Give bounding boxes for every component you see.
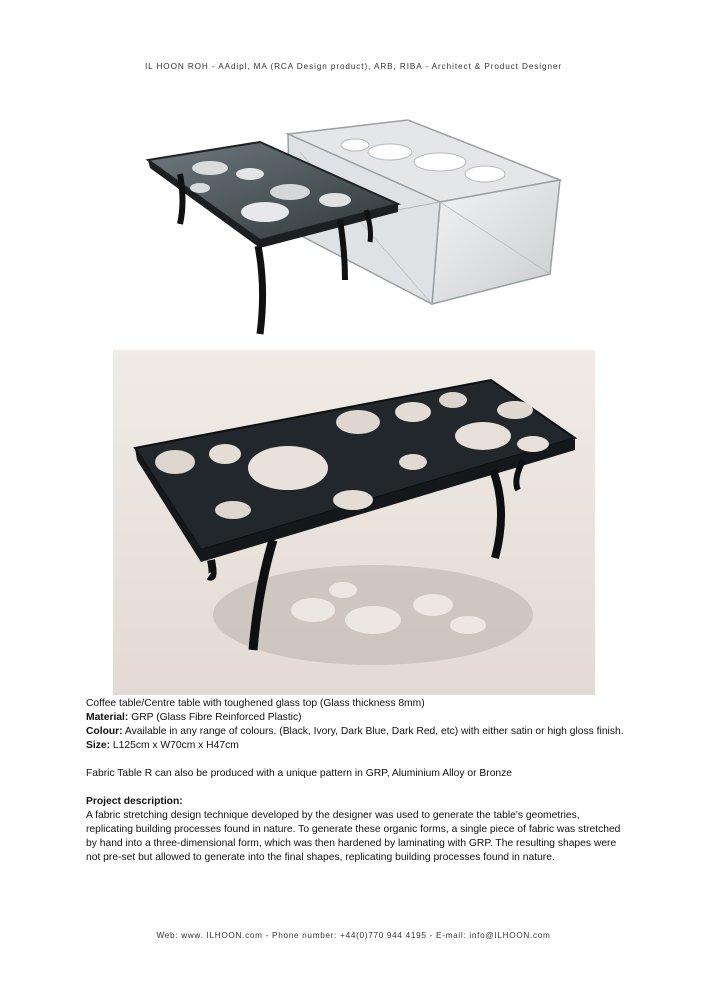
alt-production-note: Fabric Table R can also be produced with a unique pattern in GRP, Aluminium Alloy or Bronze bbox=[86, 768, 513, 779]
page-footer: Web: www. ILHOON.com - Phone number: +44(0)770 944 4195 - E-mail: info@ILHOON.com bbox=[156, 931, 551, 940]
project-text: A fabric stretching design technique developed by the designer was used to generate the table's geometries, replicating building processes found in nature. To generate these organic forms, a single piece of fabric was stretched by hand into a three-dimensional form, which was then hardened by laminating with GRP. The resulting shapes were not pre-set but allowed to generate into the final shapes, replicating building processes found in nature. bbox=[86, 810, 621, 863]
material-line bbox=[86, 711, 626, 725]
material-value: GRP (Glass Fibre Reinforced Plastic) bbox=[128, 712, 302, 723]
table-and-crate-photo bbox=[140, 112, 565, 347]
product-description bbox=[86, 697, 626, 865]
dark-table-photo bbox=[113, 350, 595, 695]
caption: Coffee table/Centre table with toughened glass top (Glass thickness 8mm) bbox=[86, 698, 425, 709]
size-line bbox=[86, 739, 626, 753]
size-value: L125cm x W70cm x H47cm bbox=[110, 740, 239, 751]
colour-line bbox=[86, 725, 626, 739]
project-heading: Project description: bbox=[86, 796, 183, 807]
colour-value: Available in any range of colours. (Black, Ivory, Dark Blue, Dark Red, etc) with either satin or high gloss finish. bbox=[122, 726, 624, 737]
page-header: IL HOON ROH - AAdipl, MA (RCA Design product), ARB, RIBA - Architect & Product Designer bbox=[145, 62, 562, 71]
size-label: Size: bbox=[86, 740, 111, 751]
material-label: Material: bbox=[86, 712, 129, 723]
colour-label: Colour: bbox=[86, 726, 123, 737]
